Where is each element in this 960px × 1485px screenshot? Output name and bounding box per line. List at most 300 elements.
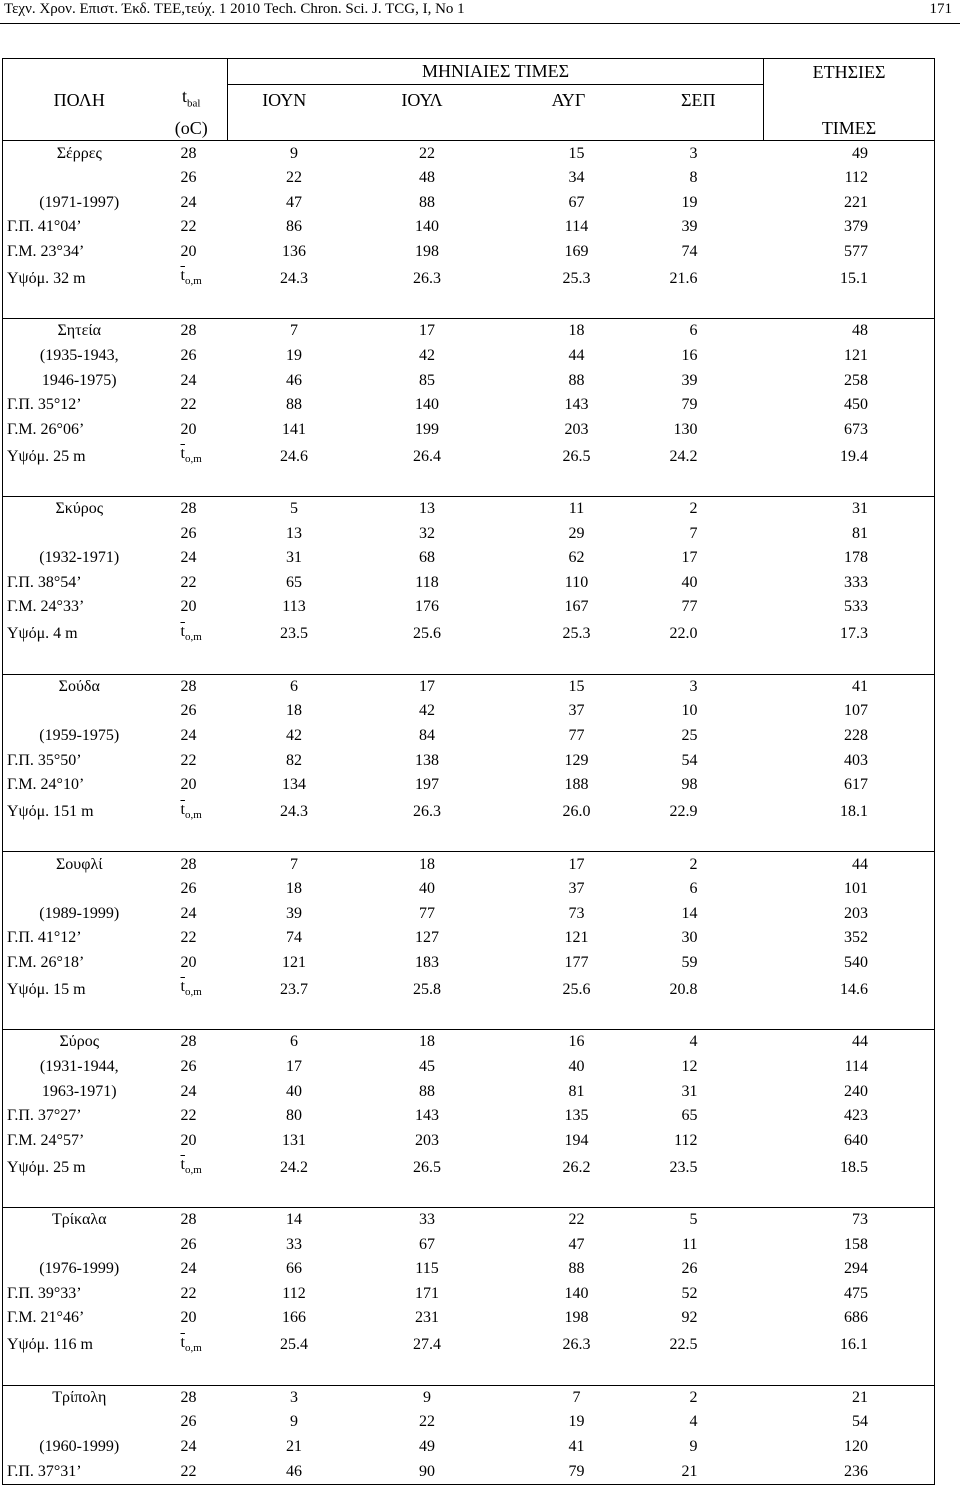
mean-temp-cell: 27.4 <box>413 1336 441 1354</box>
month-cell: 9 <box>290 1413 298 1431</box>
month-cell: 42 <box>419 702 435 720</box>
header-empty-7 <box>634 116 764 141</box>
month-cell: 88 <box>568 371 585 389</box>
city-label-name: Σούδα <box>3 674 156 699</box>
tbal-cell: 28 <box>156 1385 228 1410</box>
month-cell: 203 <box>415 1131 439 1149</box>
month-cell: 14 <box>681 904 698 922</box>
city-label-period: (1960-1999) <box>3 1435 156 1460</box>
month-cell: 121 <box>282 953 306 971</box>
gap-cell <box>3 649 156 674</box>
city-label-name: Σύρος <box>3 1030 156 1055</box>
table-row <box>3 798 935 827</box>
annual-cell: 44 <box>764 1030 935 1055</box>
month-cell: 22 <box>419 1413 435 1431</box>
month-cell: 140 <box>415 218 439 236</box>
month-cell: 169 <box>564 242 589 260</box>
month-cell: 17 <box>504 852 634 877</box>
annual-cell: 107 <box>764 699 935 724</box>
group-gap <box>3 293 935 318</box>
month-cell: 29 <box>568 524 585 542</box>
tbal-cell: 24 <box>180 371 197 389</box>
annual-cell: 450 <box>764 393 935 418</box>
table-row <box>3 951 935 976</box>
city-label-lon: Γ.Μ. 26°18’ <box>3 951 156 976</box>
table-row <box>3 1079 935 1104</box>
month-cell: 2 <box>634 852 764 877</box>
tbal-cell: 26 <box>180 524 197 542</box>
month-cell: 65 <box>286 573 302 591</box>
month-cell: 198 <box>564 1309 589 1327</box>
month-cell: 67 <box>419 1235 435 1253</box>
mean-temp-symbol: $\overline{t}_{o,m}$ <box>180 1333 202 1354</box>
annual-cell: 101 <box>764 877 935 902</box>
gap-cell <box>764 1360 935 1385</box>
table-row <box>3 748 935 773</box>
city-label-period: (1989-1999) <box>3 901 156 926</box>
table-row <box>3 852 935 877</box>
gap-cell <box>228 649 341 674</box>
month-cell: 136 <box>282 242 306 260</box>
tbal-cell: 22 <box>180 1107 197 1125</box>
header-month-jun: ΙΟΥΝ <box>228 84 341 116</box>
tbal-cell: 20 <box>180 598 197 616</box>
gap-cell <box>634 827 764 852</box>
month-cell: 17 <box>341 319 504 344</box>
annual-cell: 352 <box>764 926 935 951</box>
city-label-alt: Υψόμ. 25 m <box>3 1153 156 1182</box>
city-label-empty <box>3 877 156 902</box>
mean-temp-cell: 25.8 <box>413 980 441 998</box>
month-cell: 18 <box>286 880 302 898</box>
month-cell: 6 <box>228 1030 341 1055</box>
annual-cell: 81 <box>764 521 935 546</box>
month-cell: 4 <box>689 1413 698 1431</box>
city-label-lon: Γ.Μ. 23°34’ <box>3 240 156 265</box>
annual-cell: 258 <box>764 368 935 393</box>
month-cell: 8 <box>689 169 698 187</box>
table-row <box>3 699 935 724</box>
city-label-empty <box>3 699 156 724</box>
month-cell: 199 <box>415 420 439 438</box>
month-cell: 113 <box>282 598 306 616</box>
table-row <box>3 393 935 418</box>
gap-cell <box>156 649 228 674</box>
month-cell: 10 <box>681 702 698 720</box>
mean-temp-cell: 25.3 <box>562 625 591 643</box>
month-cell: 13 <box>341 496 504 521</box>
tbal-cell: 28 <box>156 319 228 344</box>
month-cell: 46 <box>286 371 302 389</box>
annual-cell: 44 <box>764 852 935 877</box>
header-month-sep: ΣΕΠ <box>681 90 716 111</box>
mean-temp-symbol: $\overline{t}_{o,m}$ <box>180 978 202 999</box>
table-row <box>3 1030 935 1055</box>
table-row <box>3 571 935 596</box>
month-cell: 4 <box>634 1030 764 1055</box>
month-cell: 88 <box>419 1082 435 1100</box>
mean-temp-cell: 25.6 <box>413 625 441 643</box>
month-cell: 82 <box>286 751 302 769</box>
month-cell: 47 <box>286 193 302 211</box>
month-cell: 90 <box>341 1459 504 1484</box>
month-cell: 2 <box>634 496 764 521</box>
month-cell: 12 <box>681 1057 698 1075</box>
city-label-alt: Υψόμ. 15 m <box>3 975 156 1004</box>
month-cell: 194 <box>564 1131 589 1149</box>
month-cell: 5 <box>228 496 341 521</box>
gap-cell <box>504 293 634 318</box>
month-cell: 114 <box>564 218 589 236</box>
month-cell: 6 <box>228 674 341 699</box>
mean-temp-cell: 23.5 <box>280 625 308 643</box>
month-cell: 74 <box>681 242 698 260</box>
table-row <box>3 1385 935 1410</box>
month-cell: 62 <box>568 549 585 567</box>
annual-cell: 686 <box>764 1306 935 1331</box>
month-cell: 171 <box>415 1284 439 1302</box>
table-row <box>3 319 935 344</box>
month-cell: 129 <box>564 751 589 769</box>
month-cell: 3 <box>634 141 764 166</box>
tbal-cell: 28 <box>156 1030 228 1055</box>
month-cell: 131 <box>282 1131 306 1149</box>
month-cell: 66 <box>286 1260 302 1278</box>
gap-cell <box>156 1004 228 1029</box>
tbal-cell: 26 <box>180 169 197 187</box>
gap-cell <box>764 471 935 496</box>
header-tbal-unit: (oC) <box>156 116 228 141</box>
month-cell: 15 <box>504 674 634 699</box>
mean-temp-cell: 21.6 <box>669 269 698 287</box>
gap-cell <box>156 827 228 852</box>
gap-cell <box>341 649 504 674</box>
annual-cell: 379 <box>764 215 935 240</box>
header-empty-2 <box>156 59 228 85</box>
header-empty-4 <box>228 116 341 141</box>
month-cell: 77 <box>568 727 585 745</box>
table-row <box>3 595 935 620</box>
gap-cell <box>341 293 504 318</box>
month-cell: 73 <box>568 904 585 922</box>
annual-cell: 203 <box>764 901 935 926</box>
mean-temp-cell: 24.3 <box>280 269 308 287</box>
month-cell: 198 <box>415 242 439 260</box>
annual-cell: 423 <box>764 1104 935 1129</box>
annual-cell: 333 <box>764 571 935 596</box>
mean-temp-cell: 22.0 <box>669 625 698 643</box>
month-cell: 45 <box>419 1057 435 1075</box>
tbal-cell: 24 <box>180 1260 197 1278</box>
gap-cell <box>3 471 156 496</box>
mean-temp-cell: 24.2 <box>669 447 698 465</box>
month-cell: 7 <box>504 1385 634 1410</box>
tbal-cell: 24 <box>180 727 197 745</box>
gap-cell <box>504 827 634 852</box>
month-cell: 19 <box>286 346 302 364</box>
table-row <box>3 1128 935 1153</box>
month-cell: 39 <box>286 904 302 922</box>
month-cell: 17 <box>341 674 504 699</box>
header-month-jul: ΙΟΥΛ <box>401 90 443 111</box>
city-label-name: Σουφλί <box>3 852 156 877</box>
city-label-name: Τρίκαλα <box>3 1207 156 1232</box>
city-label-alt: Υψόμ. 151 m <box>3 798 156 827</box>
city-label-empty <box>3 1410 156 1435</box>
month-cell: 167 <box>564 598 589 616</box>
month-cell: 74 <box>286 929 302 947</box>
month-cell: 7 <box>228 319 341 344</box>
month-cell: 80 <box>286 1107 302 1125</box>
table-row <box>3 901 935 926</box>
gap-cell <box>764 649 935 674</box>
month-cell: 19 <box>568 1413 585 1431</box>
month-cell: 34 <box>568 169 585 187</box>
group-gap <box>3 471 935 496</box>
gap-cell <box>634 293 764 318</box>
gap-cell <box>504 1182 634 1207</box>
tbal-cell: 20 <box>180 776 197 794</box>
annual-cell: 48 <box>764 319 935 344</box>
city-label-lat: Γ.Π. 41°12’ <box>3 926 156 951</box>
tbal-cell: 22 <box>156 1459 228 1484</box>
tbal-cell: 28 <box>156 852 228 877</box>
gap-cell <box>634 649 764 674</box>
gap-cell <box>341 471 504 496</box>
annual-cell: 49 <box>764 141 935 166</box>
tbal-cell: 24 <box>180 1082 197 1100</box>
month-cell: 26 <box>681 1260 698 1278</box>
group-gap <box>3 1360 935 1385</box>
month-cell: 42 <box>419 346 435 364</box>
gap-cell <box>341 827 504 852</box>
city-label-period: (1959-1975) <box>3 724 156 749</box>
gap-cell <box>228 1182 341 1207</box>
month-cell: 48 <box>419 169 435 187</box>
month-cell: 7 <box>689 524 698 542</box>
month-cell: 67 <box>568 193 585 211</box>
month-cell: 177 <box>564 953 589 971</box>
gap-cell <box>764 827 935 852</box>
month-cell: 22 <box>286 169 302 187</box>
city-label-lat: Γ.Π. 35°50’ <box>3 748 156 773</box>
month-cell: 79 <box>504 1459 634 1484</box>
annual-cell: 41 <box>764 674 935 699</box>
gap-cell <box>504 1004 634 1029</box>
city-label-empty <box>3 1232 156 1257</box>
table-row <box>3 240 935 265</box>
month-cell: 85 <box>419 371 435 389</box>
month-cell: 19 <box>681 193 698 211</box>
annual-cell: 178 <box>764 546 935 571</box>
city-label-lon: Γ.Μ. 21°46’ <box>3 1306 156 1331</box>
page-number: 171 <box>929 1 952 17</box>
annual-cell: 228 <box>764 724 935 749</box>
table-row <box>3 674 935 699</box>
month-cell: 33 <box>286 1235 302 1253</box>
city-label-lon: Γ.Μ. 26°06’ <box>3 417 156 442</box>
month-cell: 18 <box>286 702 302 720</box>
gap-cell <box>764 1182 935 1207</box>
month-cell: 88 <box>568 1260 585 1278</box>
month-cell: 46 <box>228 1459 341 1484</box>
city-label-lat: Γ.Π. 35°12’ <box>3 393 156 418</box>
city-label-period: (1971-1997) <box>3 190 156 215</box>
table-row <box>3 1410 935 1435</box>
month-cell: 140 <box>564 1284 589 1302</box>
gap-cell <box>3 293 156 318</box>
city-label-period: (1976-1999) <box>3 1257 156 1282</box>
mean-temp-cell: 24.6 <box>280 447 308 465</box>
mean-temp-symbol: $\overline{t}_{o,m}$ <box>180 445 202 466</box>
table-row <box>3 521 935 546</box>
month-cell: 40 <box>568 1057 585 1075</box>
gap-cell <box>341 1360 504 1385</box>
header-empty-5 <box>341 116 504 141</box>
month-cell: 143 <box>415 1107 439 1125</box>
annual-cell: 294 <box>764 1257 935 1282</box>
month-cell: 42 <box>286 727 302 745</box>
gap-cell <box>228 471 341 496</box>
month-cell: 39 <box>681 371 698 389</box>
month-cell: 143 <box>564 396 589 414</box>
month-cell: 9 <box>341 1385 504 1410</box>
tbal-cell: 20 <box>180 1309 197 1327</box>
month-cell: 11 <box>682 1235 698 1253</box>
mean-temp-cell: 24.2 <box>280 1158 308 1176</box>
month-cell: 130 <box>673 420 698 438</box>
month-cell: 98 <box>681 776 698 794</box>
month-cell: 7 <box>228 852 341 877</box>
table-row <box>3 344 935 369</box>
city-label-alt: Υψόμ. 116 m <box>3 1331 156 1360</box>
table-row <box>3 926 935 951</box>
table-row <box>3 620 935 649</box>
group-gap <box>3 827 935 852</box>
tbal-cell: 22 <box>180 929 197 947</box>
city-label-lon: Γ.Μ. 24°57’ <box>3 1128 156 1153</box>
annual-cell: 120 <box>764 1435 935 1460</box>
tbal-cell: 26 <box>180 1057 197 1075</box>
annual-cell: 21 <box>764 1385 935 1410</box>
month-cell: 31 <box>286 549 302 567</box>
table-row <box>3 975 935 1004</box>
tbal-cell: 28 <box>156 674 228 699</box>
annual-cell: 221 <box>764 190 935 215</box>
city-label-lon: Γ.Μ. 24°10’ <box>3 773 156 798</box>
month-cell: 18 <box>504 319 634 344</box>
annual-cell: 158 <box>764 1232 935 1257</box>
table-row <box>3 1331 935 1360</box>
annual-cell: 640 <box>764 1128 935 1153</box>
gap-cell <box>504 471 634 496</box>
header-tbal: $t_{bal}$ <box>182 86 201 110</box>
month-cell: 17 <box>286 1057 302 1075</box>
mean-temp-symbol: $\overline{t}_{o,m}$ <box>180 622 202 643</box>
month-cell: 40 <box>419 880 435 898</box>
month-cell: 16 <box>504 1030 634 1055</box>
climate-degree-days-table <box>2 58 935 1485</box>
annual-mean-temp-cell: 16.1 <box>764 1331 935 1360</box>
table-row <box>3 1153 935 1182</box>
header-annual-1: ΕΤΗΣΙΕΣ <box>764 59 935 85</box>
month-cell: 3 <box>228 1385 341 1410</box>
mean-temp-cell: 25.3 <box>562 269 591 287</box>
month-cell: 54 <box>681 751 698 769</box>
tbal-cell: 26 <box>180 702 197 720</box>
gap-cell <box>764 293 935 318</box>
gap-cell <box>156 1182 228 1207</box>
annual-cell: 121 <box>764 344 935 369</box>
tbal-cell: 20 <box>180 242 197 260</box>
table-row <box>3 1232 935 1257</box>
month-cell: 141 <box>282 420 306 438</box>
month-cell: 40 <box>286 1082 302 1100</box>
tbal-cell: 28 <box>156 141 228 166</box>
tbal-cell: 26 <box>180 880 197 898</box>
tbal-cell: 20 <box>180 1131 197 1149</box>
month-cell: 68 <box>419 549 435 567</box>
month-cell: 134 <box>282 776 306 794</box>
city-label-alt: Υψόμ. 32 m <box>3 264 156 293</box>
city-label-lat: Γ.Π. 37°27’ <box>3 1104 156 1129</box>
city-label-empty <box>3 166 156 191</box>
gap-cell <box>634 1360 764 1385</box>
tbal-cell: 22 <box>180 1284 197 1302</box>
month-cell: 231 <box>415 1309 439 1327</box>
month-cell: 11 <box>504 496 634 521</box>
city-label-lat: Γ.Π. 39°33’ <box>3 1282 156 1307</box>
month-cell: 41 <box>568 1438 585 1456</box>
month-cell: 121 <box>564 929 589 947</box>
mean-temp-cell: 26.0 <box>562 803 591 821</box>
header-annual-spacer <box>764 84 935 116</box>
table-row <box>3 442 935 471</box>
mean-temp-cell: 26.3 <box>562 1336 591 1354</box>
month-cell: 37 <box>568 880 585 898</box>
month-cell: 32 <box>419 524 435 542</box>
gap-cell <box>764 1004 935 1029</box>
table-row <box>3 1459 935 1484</box>
month-cell: 176 <box>415 598 439 616</box>
city-label-period: (1932-1971) <box>3 546 156 571</box>
gap-cell <box>634 471 764 496</box>
month-cell: 2 <box>634 1385 764 1410</box>
table-row <box>3 417 935 442</box>
city-label-alt: Υψόμ. 4 m <box>3 620 156 649</box>
annual-cell: 577 <box>764 240 935 265</box>
header-empty-3 <box>3 116 156 141</box>
month-cell: 22 <box>341 141 504 166</box>
month-cell: 84 <box>419 727 435 745</box>
header-monthly: ΜΗΝΙΑΙΕΣ ΤΙΜΕΣ <box>228 59 764 85</box>
mean-temp-symbol: $\overline{t}_{o,m}$ <box>180 267 202 288</box>
table-row <box>3 215 935 240</box>
annual-cell: 403 <box>764 748 935 773</box>
gap-cell <box>3 1004 156 1029</box>
annual-cell: 73 <box>764 1207 935 1232</box>
annual-cell: 112 <box>764 166 935 191</box>
mean-temp-cell: 26.4 <box>413 447 441 465</box>
gap-cell <box>504 1360 634 1385</box>
gap-cell <box>228 1004 341 1029</box>
month-cell: 197 <box>415 776 439 794</box>
annual-cell: 240 <box>764 1079 935 1104</box>
gap-cell <box>156 293 228 318</box>
month-cell: 166 <box>282 1309 306 1327</box>
month-cell: 18 <box>341 1030 504 1055</box>
table-row <box>3 190 935 215</box>
